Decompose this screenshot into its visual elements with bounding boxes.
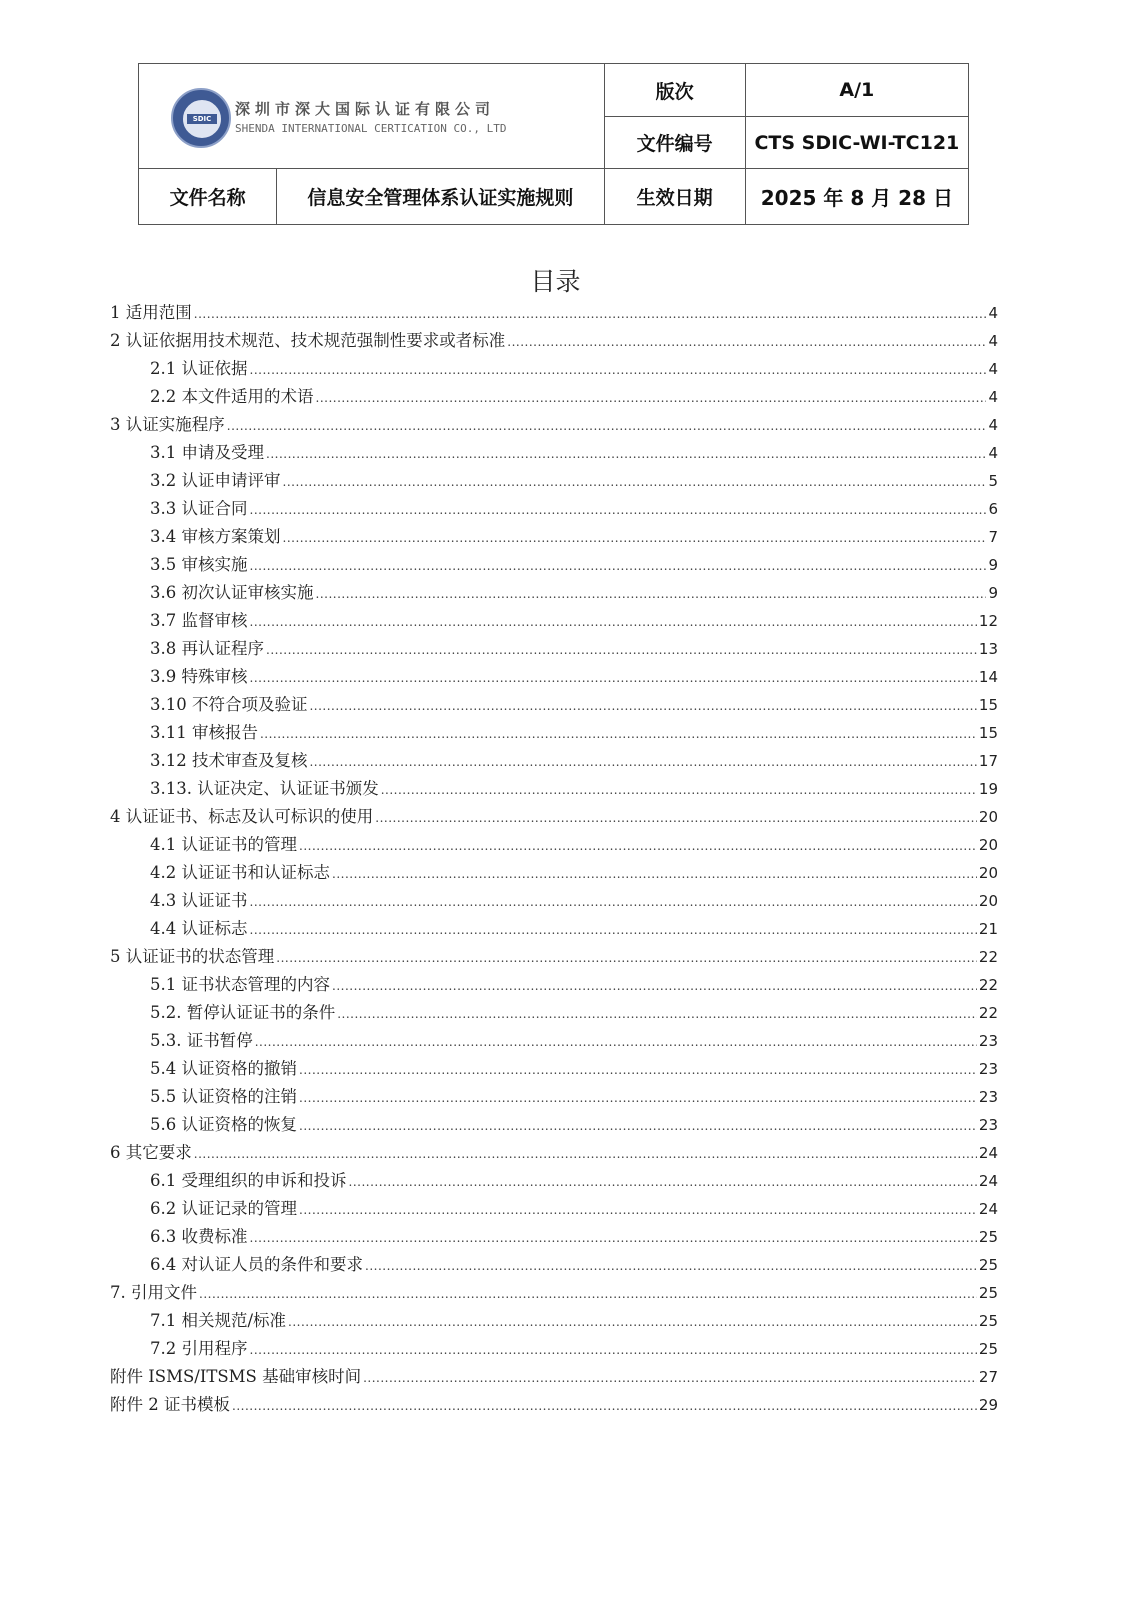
toc-leader-dots: [332, 979, 977, 993]
toc-entry-label: 6.3 收费标准: [150, 1227, 248, 1246]
toc-entry[interactable]: [110, 1195, 998, 1223]
toc-entry-label: 4.4 认证标志: [150, 919, 248, 938]
toc-leader-dots: [309, 699, 976, 713]
toc-entry-label: 6 其它要求: [110, 1143, 192, 1162]
toc-entry[interactable]: [110, 1083, 998, 1111]
toc-entry-label: 7.2 引用程序: [150, 1339, 248, 1358]
toc-entry-label: 5 认证证书的状态管理: [110, 947, 275, 966]
toc-leader-dots: [194, 307, 987, 321]
toc-entry-label: 3.6 初次认证审核实施: [150, 583, 314, 602]
document-header-table: [138, 63, 969, 225]
toc-entry[interactable]: [110, 1335, 998, 1363]
toc-entry-label: 5.4 认证资格的撤销: [150, 1059, 297, 1078]
doc-name-value: 信息安全管理体系认证实施规则: [277, 169, 604, 225]
toc-entry-page: 14: [978, 668, 998, 686]
toc-entry[interactable]: [110, 1363, 998, 1391]
toc-leader-dots: [194, 1147, 977, 1161]
toc-entry-label: 5.5 认证资格的注销: [150, 1087, 297, 1106]
toc-entry-page: 4: [988, 332, 998, 350]
toc-leader-dots: [199, 1287, 977, 1301]
toc-leader-dots: [250, 923, 977, 937]
toc-entry-page: 23: [978, 1032, 998, 1050]
toc-leader-dots: [227, 419, 987, 433]
toc-entry-page: 20: [978, 808, 998, 826]
toc-entry-page: 20: [978, 836, 998, 854]
toc-entry-page: 19: [978, 780, 998, 798]
toc-leader-dots: [260, 727, 977, 741]
toc-entry[interactable]: [110, 607, 998, 635]
toc-entry-page: 25: [978, 1256, 998, 1274]
toc-entry-page: 20: [978, 864, 998, 882]
toc-entry-page: 17: [978, 752, 998, 770]
toc-entry[interactable]: [110, 523, 998, 551]
toc-entry-label: 3 认证实施程序: [110, 415, 225, 434]
toc-leader-dots: [288, 1315, 977, 1329]
toc-entry[interactable]: [110, 1027, 998, 1055]
toc-leader-dots: [283, 531, 987, 545]
toc-leader-dots: [337, 1007, 977, 1021]
doc-name-label: 文件名称: [139, 169, 277, 225]
toc-entry-page: 5: [988, 472, 998, 490]
toc-entry-page: 25: [978, 1340, 998, 1358]
toc-leader-dots: [250, 1343, 977, 1357]
toc-entry[interactable]: [110, 1139, 998, 1167]
toc-leader-dots: [375, 811, 977, 825]
toc-entry-page: 24: [978, 1144, 998, 1162]
toc-entry[interactable]: [110, 999, 998, 1027]
toc-leader-dots: [316, 391, 987, 405]
toc-entry[interactable]: [110, 971, 998, 999]
toc-entry[interactable]: [110, 1307, 998, 1335]
toc-leader-dots: [283, 475, 987, 489]
toc-entry-page: 25: [978, 1312, 998, 1330]
toc-entry[interactable]: [110, 1391, 998, 1419]
toc-leader-dots: [507, 335, 986, 349]
toc-entry-page: 22: [978, 976, 998, 994]
company-logo-cell: [139, 64, 605, 169]
company-name-cn: 深圳市深大国际认证有限公司: [235, 100, 496, 118]
toc-leader-dots: [349, 1175, 977, 1189]
toc-entry-page: 4: [988, 388, 998, 406]
toc-entry-page: 15: [978, 724, 998, 742]
toc-entry-label: 5.1 证书状态管理的内容: [150, 975, 330, 994]
toc-entry-label: 3.13. 认证决定、认证证书颁发: [150, 779, 379, 798]
toc-entry-page: 15: [978, 696, 998, 714]
toc-entry[interactable]: [110, 663, 998, 691]
toc-entry[interactable]: [110, 635, 998, 663]
toc-entry-label: 6.1 受理组织的申诉和投诉: [150, 1171, 347, 1190]
toc-leader-dots: [363, 1371, 977, 1385]
toc-entry-page: 23: [978, 1116, 998, 1134]
toc-entry[interactable]: [110, 691, 998, 719]
toc-entry[interactable]: [110, 915, 998, 943]
company-logo-icon: SDIC: [171, 88, 231, 148]
toc-entry[interactable]: [110, 551, 998, 579]
toc-leader-dots: [250, 503, 987, 517]
toc-entry-page: 6: [988, 500, 998, 518]
toc-title: 目录: [530, 267, 581, 296]
toc-leader-dots: [299, 1091, 977, 1105]
toc-entry[interactable]: [110, 1055, 998, 1083]
toc-leader-dots: [232, 1399, 977, 1413]
toc-leader-dots: [250, 895, 977, 909]
toc-entry-page: 22: [978, 948, 998, 966]
doc-number-value: CTS SDIC-WI-TC121: [745, 117, 968, 169]
company-name-en: SHENDA INTERNATIONAL CERTICATION CO., LTD: [235, 122, 507, 135]
toc-entry-label: 3.2 认证申请评审: [150, 471, 281, 490]
toc-entry[interactable]: [110, 1167, 998, 1195]
toc-entry-page: 4: [988, 304, 998, 322]
toc-leader-dots: [276, 951, 977, 965]
toc-leader-dots: [299, 1203, 977, 1217]
toc-entry[interactable]: [110, 467, 998, 495]
toc-entry-label: 4.3 认证证书: [150, 891, 248, 910]
toc-entry-label: 3.8 再认证程序: [150, 639, 264, 658]
toc-entry-label: 2.2 本文件适用的术语: [150, 387, 314, 406]
toc-entry-label: 2.1 认证依据: [150, 359, 248, 378]
toc-entry-label: 3.9 特殊审核: [150, 667, 248, 686]
toc-entry[interactable]: [110, 1111, 998, 1139]
table-of-contents: [110, 299, 998, 1419]
toc-entry-label: 附件 2 证书模板: [110, 1395, 230, 1414]
toc-entry[interactable]: [110, 411, 998, 439]
toc-entry-label: 3.4 审核方案策划: [150, 527, 281, 546]
toc-entry-label: 5.3. 证书暂停: [150, 1031, 253, 1050]
toc-entry-page: 13: [978, 640, 998, 658]
toc-leader-dots: [299, 1063, 977, 1077]
toc-entry-label: 6.2 认证记录的管理: [150, 1199, 297, 1218]
toc-entry[interactable]: [110, 859, 998, 887]
toc-leader-dots: [332, 867, 977, 881]
toc-leader-dots: [250, 1231, 977, 1245]
toc-leader-dots: [250, 363, 987, 377]
toc-entry-page: 25: [978, 1284, 998, 1302]
toc-entry[interactable]: [110, 775, 998, 803]
toc-entry-label: 3.10 不符合项及验证: [150, 695, 308, 714]
toc-leader-dots: [250, 615, 977, 629]
toc-entry-label: 3.3 认证合同: [150, 499, 248, 518]
toc-entry[interactable]: [110, 579, 998, 607]
toc-leader-dots: [266, 447, 986, 461]
toc-entry-label: 5.2. 暂停认证证书的条件: [150, 1003, 336, 1022]
toc-entry[interactable]: [110, 495, 998, 523]
toc-entry-label: 2 认证依据用技术规范、技术规范强制性要求或者标准: [110, 331, 506, 350]
toc-entry-label: 3.7 监督审核: [150, 611, 248, 630]
toc-entry-page: 24: [978, 1200, 998, 1218]
toc-entry-label: 7.1 相关规范/标准: [150, 1311, 287, 1330]
toc-leader-dots: [299, 839, 977, 853]
toc-entry-page: 7: [988, 528, 998, 546]
toc-leader-dots: [365, 1259, 977, 1273]
toc-entry-page: 4: [988, 444, 998, 462]
version-value: A/1: [745, 64, 968, 117]
toc-entry-page: 27: [978, 1368, 998, 1386]
doc-number-label: 文件编号: [604, 117, 745, 169]
toc-entry[interactable]: [110, 299, 998, 327]
toc-leader-dots: [309, 755, 976, 769]
toc-leader-dots: [250, 559, 987, 573]
toc-entry-label: 3.1 申请及受理: [150, 443, 264, 462]
effective-date-value: 2025 年 8 月 28 日: [745, 169, 968, 225]
toc-entry-page: 12: [978, 612, 998, 630]
toc-entry-label: 4.2 认证证书和认证标志: [150, 863, 330, 882]
toc-entry[interactable]: [110, 1223, 998, 1251]
toc-entry[interactable]: [110, 355, 998, 383]
toc-entry-page: 24: [978, 1172, 998, 1190]
toc-entry-page: 29: [978, 1396, 998, 1414]
toc-entry[interactable]: [110, 1279, 998, 1307]
toc-entry-label: 3.5 审核实施: [150, 555, 248, 574]
toc-entry[interactable]: [110, 831, 998, 859]
toc-entry-label: 6.4 对认证人员的条件和要求: [150, 1255, 363, 1274]
toc-leader-dots: [299, 1119, 977, 1133]
toc-entry[interactable]: [110, 719, 998, 747]
toc-entry-page: 4: [988, 416, 998, 434]
version-label: 版次: [604, 64, 745, 117]
toc-entry-page: 23: [978, 1088, 998, 1106]
toc-entry-label: 1 适用范围: [110, 303, 192, 322]
effective-date-label: 生效日期: [604, 169, 745, 225]
toc-entry-label: 4.1 认证证书的管理: [150, 835, 297, 854]
toc-entry-label: 3.11 审核报告: [150, 723, 258, 742]
toc-entry[interactable]: [110, 439, 998, 467]
toc-entry[interactable]: [110, 943, 998, 971]
toc-entry[interactable]: [110, 327, 998, 355]
toc-leader-dots: [255, 1035, 977, 1049]
toc-entry-page: 4: [988, 360, 998, 378]
toc-entry-label: 3.12 技术审查及复核: [150, 751, 308, 770]
toc-entry-label: 5.6 认证资格的恢复: [150, 1115, 297, 1134]
toc-entry-label: 附件 ISMS/ITSMS 基础审核时间: [110, 1367, 362, 1386]
toc-entry-page: 23: [978, 1060, 998, 1078]
toc-entry-page: 9: [988, 584, 998, 602]
toc-entry-page: 9: [988, 556, 998, 574]
toc-entry-label: 4 认证证书、标志及认可标识的使用: [110, 807, 374, 826]
toc-leader-dots: [316, 587, 987, 601]
toc-entry[interactable]: [110, 1251, 998, 1279]
toc-entry[interactable]: [110, 383, 998, 411]
toc-leader-dots: [250, 671, 977, 685]
toc-leader-dots: [381, 783, 977, 797]
toc-entry-page: 22: [978, 1004, 998, 1022]
toc-entry[interactable]: [110, 747, 998, 775]
toc-entry-page: 21: [978, 920, 998, 938]
toc-entry-page: 25: [978, 1228, 998, 1246]
toc-leader-dots: [266, 643, 977, 657]
toc-entry[interactable]: [110, 887, 998, 915]
toc-entry-page: 20: [978, 892, 998, 910]
toc-entry[interactable]: [110, 803, 998, 831]
toc-entry-label: 7. 引用文件: [110, 1283, 197, 1302]
